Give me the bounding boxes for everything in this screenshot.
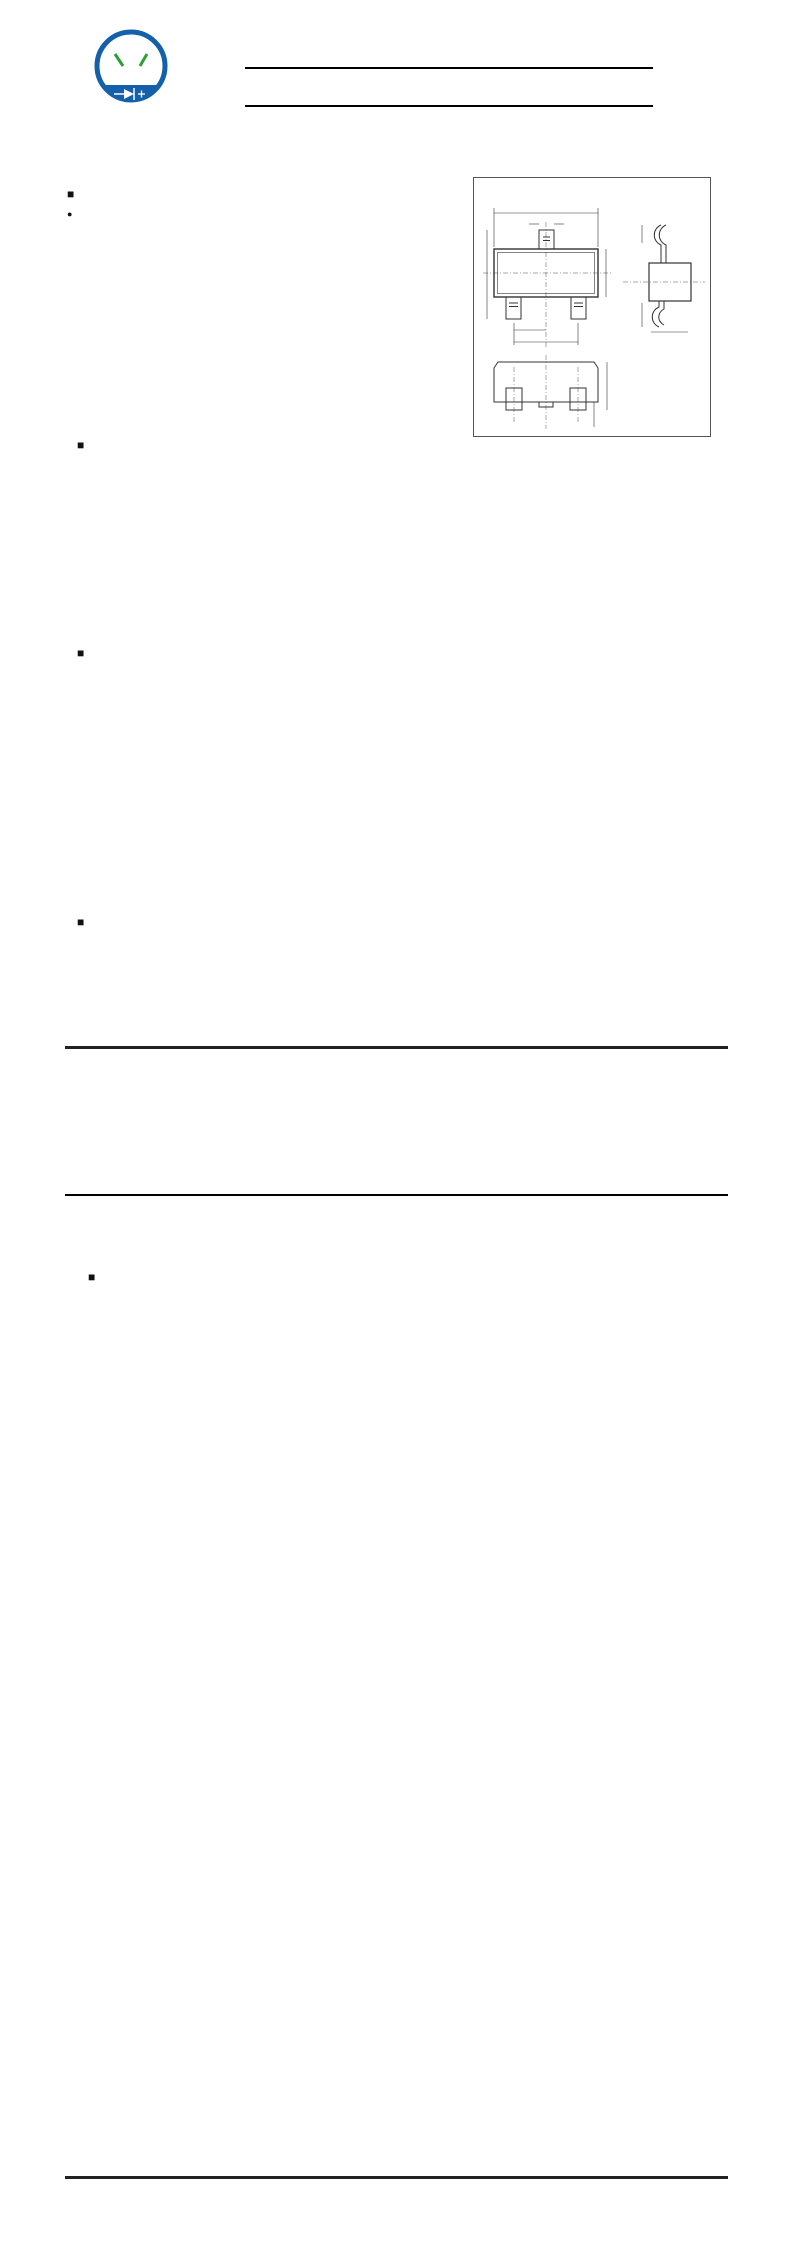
bottom-view <box>494 362 607 427</box>
chart-pc-ta <box>405 1904 695 2099</box>
chart-vbesat-ic <box>100 1497 390 1692</box>
section-marker-icon: ■ <box>77 915 85 929</box>
footer-rule <box>65 2176 728 2179</box>
bullet-icon: ● <box>67 209 73 219</box>
side-view <box>642 225 691 332</box>
abs-max-heading <box>77 438 88 452</box>
dimension-lines <box>487 208 606 345</box>
chart-ic-vce <box>100 1292 390 1487</box>
elec-heading <box>77 646 88 660</box>
typical-characteristics-heading <box>88 1270 99 1284</box>
centerlines <box>483 222 705 429</box>
page1-subheader <box>245 101 653 107</box>
package-drawing <box>473 177 711 437</box>
feature-item <box>67 208 73 220</box>
company-logo <box>84 24 184 156</box>
chart-vcesat-ic <box>405 1497 695 1692</box>
page2-header <box>65 1188 728 1196</box>
chart-ic-vbe <box>100 1702 390 1897</box>
features-heading <box>67 187 78 201</box>
section-marker-icon: ■ <box>77 438 85 452</box>
page1-header <box>245 64 653 69</box>
chart-cob-cib <box>100 1904 390 2099</box>
footer-rule <box>65 1046 728 1049</box>
chart-hfe-ic <box>405 1292 695 1487</box>
section-marker-icon: ■ <box>77 646 85 660</box>
section-marker-icon: ■ <box>88 1270 96 1284</box>
chart-ft-ic <box>405 1702 695 1897</box>
section-marker-icon: ■ <box>67 187 75 201</box>
classification-heading <box>77 915 88 929</box>
